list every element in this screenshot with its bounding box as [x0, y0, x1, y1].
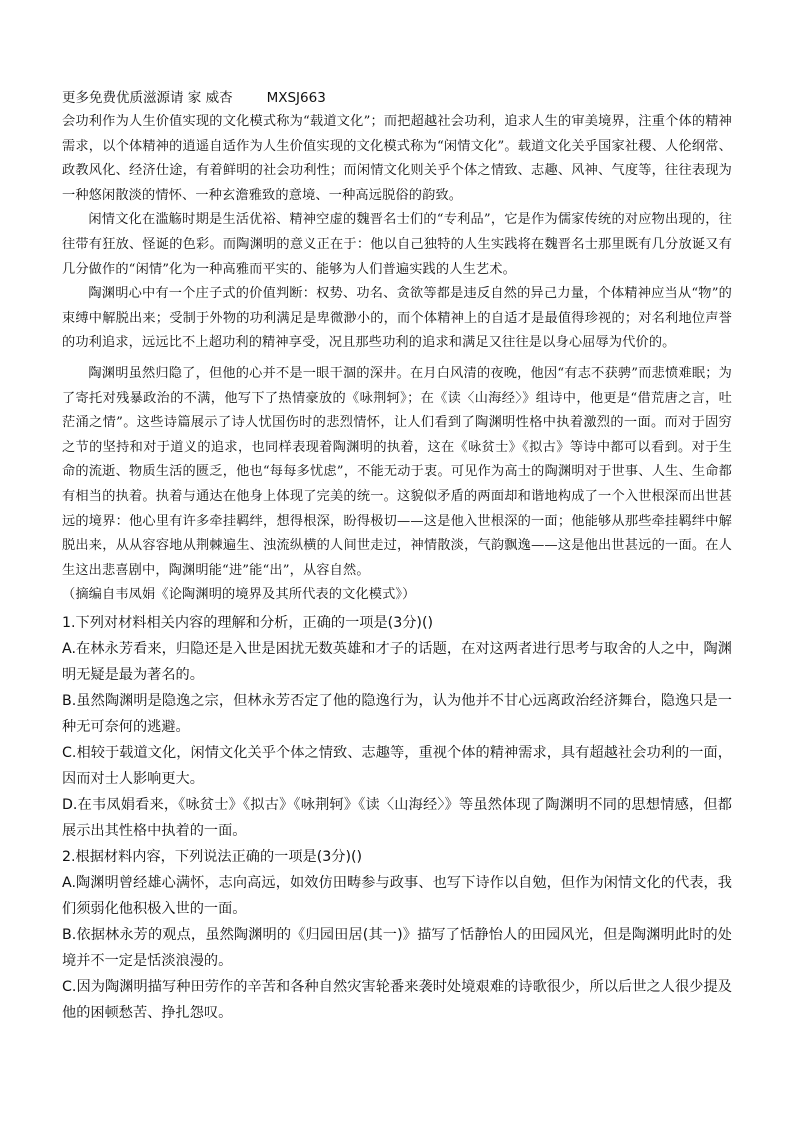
question-2-stem: 2.根据材料内容，下列说法正确的一项是(3分)() — [62, 848, 363, 865]
question-2-option-c: C.因为陶渊明描写种田劳作的辛苦和各种自然灾害轮番来袭时处境艰难的诗歌很少，所以后世之人很少提及他的困顿愁苦、挣扎怨叹。 — [62, 978, 732, 1021]
question-2-option-a: A.陶渊明曾经雄心满怀，志向高远，如效仿田畴参与政事、也写下诗作以自勉，但作为闲情文化的代表，我们须弱化他积极入世的一面。 — [62, 874, 732, 917]
passage-paragraph-2: 闲情文化在滥觞时期是生活优裕、精神空虚的魏晋名士们的“专利品”，它是作为儒家传统的对应物出现的，往往带有狂放、怪诞的色彩。而陶渊明的意义正在于：他以自己独特的人生实践将在魏晋名士那里既有几分放诞又有几分做作的“闲情”化为一种高雅而平实的、能够为人们普遍实践的人生艺术。 — [62, 212, 732, 277]
question-1-option-d: D.在韦凤娟看来，《咏贫士》《拟古》《咏荆轲》《读〈山海经〉》等虽然体现了陶渊明不同的思想情感，但都展示出其性格中执着的一面。 — [62, 796, 732, 839]
question-1-option-b: B.虽然陶渊明是隐逸之宗，但林永芳否定了他的隐逸行为，认为他并不甘心远离政治经济舞台，隐逸只是一种无可奈何的逃避。 — [62, 692, 732, 735]
question-1-option-c: C.相较于载道文化，闲情文化关乎个体之情致、志趣等，重视个体的精神需求，具有超越社会功利的一面，因而对士人影响更大。 — [62, 744, 732, 787]
passage-source: （摘编自韦凤娟《论陶渊明的境界及其所代表的文化模式》） — [62, 587, 416, 603]
promo-notice: 更多免费优质滋源请 家 威杏 — [62, 90, 233, 106]
reading-passage — [62, 110, 732, 608]
question-section — [62, 610, 732, 1026]
page-header — [62, 86, 732, 110]
question-2-option-b: B.依据林永芳的观点，虽然陶渊明的《归园田居(其一)》描写了恬静怡人的田园风光，但是陶渊明此时的处境并不一定是恬淡浪漫的。 — [62, 926, 732, 969]
promo-code: MXSJ663 — [266, 90, 326, 106]
question-1-option-a: A.在林永芳看来，归隐还是入世是困扰无数英雄和才子的话题，在对这两者进行思考与取舍的人之中，陶渊明无疑是最为著名的。 — [62, 640, 732, 683]
question-1-stem: 1.下列对材料相关内容的理解和分析，正确的一项是(3分)() — [62, 614, 434, 631]
passage-paragraph-3: 陶渊明心中有一个庄子式的价值判断：权势、功名、贪欲等都是违反自然的异己力量，个体精神应当从“物”的束缚中解脱出来；受制于外物的功利满足是卑微渺小的，而个体精神上的自适才是最值得珍视的；对名利地位声誉的功利追求，远远比不上超功利的精神享受，况且那些功利的追求和满足又往往是以身心屈辱为代价的。 — [62, 286, 732, 351]
passage-paragraph-4: 陶渊明虽然归隐了，但他的心并不是一眼干涸的深井。在月白风清的夜晚，他因“有志不获骋”而悲愤难眠；为了寄托对残暴政治的不满，他写下了热情豪放的《咏荆轲》；在《读〈山海经〉》组诗中，他更是“借荒唐之言，吐茫涌之情”。这些诗篇展示了诗人忧国伤时的悲烈情怀，让人们看到了陶渊明性格中执着激烈的一面。而对于固穷之节的坚持和对于道义的追求，也同样表现着陶渊明的执着，这在《咏贫士》《拟古》等诗中都可以看到。对于生命的流逝、物质生活的匮乏，他也“每每多忧虑”，不能无动于衷。可见作为高士的陶渊明对于世事、人生、生命都有相当的执着。执着与通达在他身上体现了完美的统一。这貌似矛盾的两面却和谐地构成了一个入世根深而出世甚远的境界：他心里有许多牵挂羁绊，想得根深，盼得极切——这是他入世根深的一面；他能够从那些牵挂羁绊中解脱出来，从从容容地从荆棘遍生、浊流纵横的人间世走过，神情散淡，气韵飘逸——这是他出世甚远的一面。在人生这出悲喜剧中，陶渊明能“进”能“出”，从容自然。 — [62, 365, 732, 578]
passage-paragraph-1: 会功利作为人生价值实现的文化模式称为“载道文化”；而把超越社会功利，追求人生的审美境界，注重个体的精神需求，以个体精神的逍遥自适作为人生价值实现的文化模式称为“闲情文化”。载道文化关乎国家社稷、人伦纲常、政教风化、经济仕途，有着鲜明的社会功利性；而闲情文化则关乎个体之情致、志趣、风神、气度等，往往表现为一种悠闲散淡的情怀、一种玄澹雅致的意境、一种高远脱俗的韵致。 — [62, 114, 732, 203]
